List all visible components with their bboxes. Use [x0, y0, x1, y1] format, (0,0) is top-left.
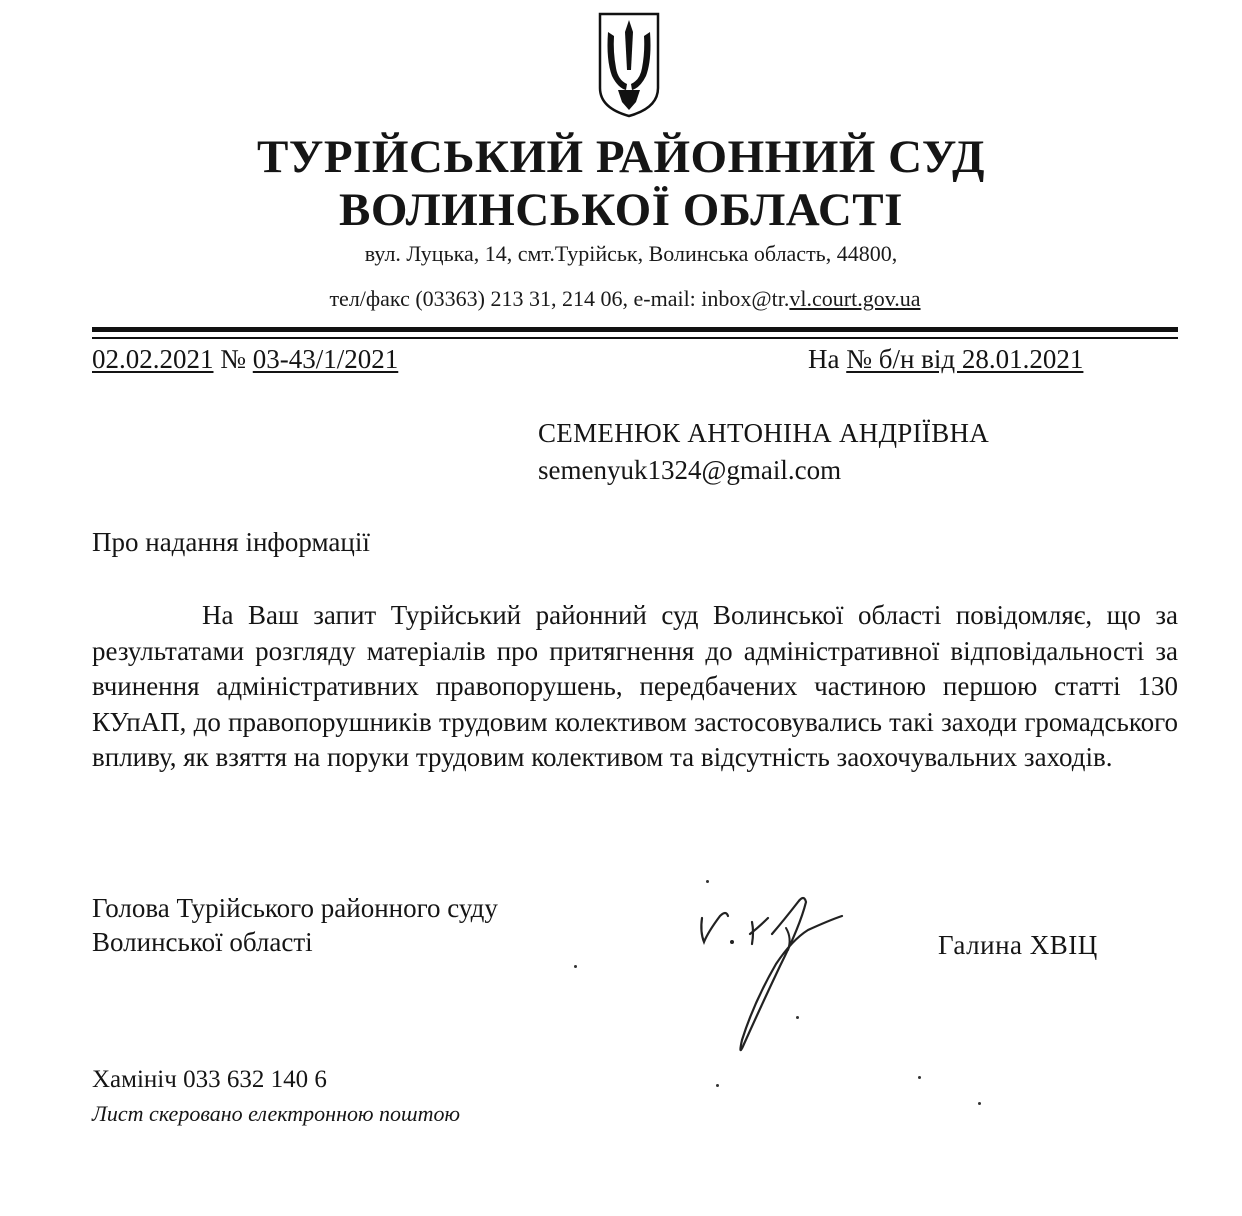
- court-contacts: [4, 286, 1242, 312]
- header-divider-thick: [92, 327, 1178, 332]
- scan-speck: [716, 1084, 719, 1087]
- header-divider-thin: [92, 337, 1178, 339]
- recipient-email: semenyuk1324@gmail.com: [538, 455, 842, 485]
- letter-body: На Ваш запит Турійський районний суд Волинської області повідомляє, що за результатами розгляду матеріалів про притягнення до адміністративної відповідальності за вчинення адміністративних правопорушень, передбачених частиною першою статті 130 КУпАП, до правопорушників трудовим колективом застосовувались такі заходи громадського впливу, як взяття на поруки трудовим колективом та відсутність заохочувальних заходів.: [92, 600, 1178, 772]
- scan-speck: [706, 880, 709, 883]
- signer-name: Галина ХВІЦ: [938, 930, 1098, 960]
- contacts-email-domain: vl.court.gov.ua: [789, 286, 921, 311]
- signer-position-line2: Волинської області: [92, 927, 313, 957]
- letter-date: 02.02.2021: [92, 344, 214, 374]
- scan-speck: [574, 965, 577, 968]
- letter-number: 03-43/1/2021: [252, 344, 399, 374]
- delivery-note: Лист скеровано електронною поштою: [92, 1101, 460, 1126]
- contacts-prefix: тел/факс (03363) 213 31, 214 06, e-mail: inbox@tr.: [329, 286, 790, 311]
- coat-of-arms-icon: [596, 10, 662, 118]
- incoming-reference: [808, 344, 1083, 375]
- number-sign: №: [220, 344, 247, 374]
- court-name-line2: ВОЛИНСЬКОЇ ОБЛАСТІ: [339, 184, 903, 236]
- scan-speck: [978, 1102, 981, 1105]
- recipient-name: СЕМЕНЮК АНТОНІНА АНДРІЇВНА: [538, 418, 990, 448]
- scan-speck: [918, 1076, 921, 1079]
- handwritten-signature: [680, 880, 860, 1080]
- scan-speck: [796, 1016, 799, 1019]
- reply-prefix: На: [808, 344, 840, 374]
- outgoing-registration: [92, 344, 398, 375]
- court-name-line1: ТУРІЙСЬКИЙ РАЙОННИЙ СУД: [257, 131, 985, 183]
- letter-subject: Про надання інформації: [92, 527, 370, 557]
- court-address: вул. Луцька, 14, смт.Турійськ, Волинська область, 44800,: [364, 241, 898, 266]
- reply-reference: № б/н від 28.01.2021: [846, 344, 1084, 374]
- executor-contact: Хамініч 033 632 140 6: [92, 1066, 327, 1093]
- signer-position-line1: Голова Турійського районного суду: [92, 893, 498, 923]
